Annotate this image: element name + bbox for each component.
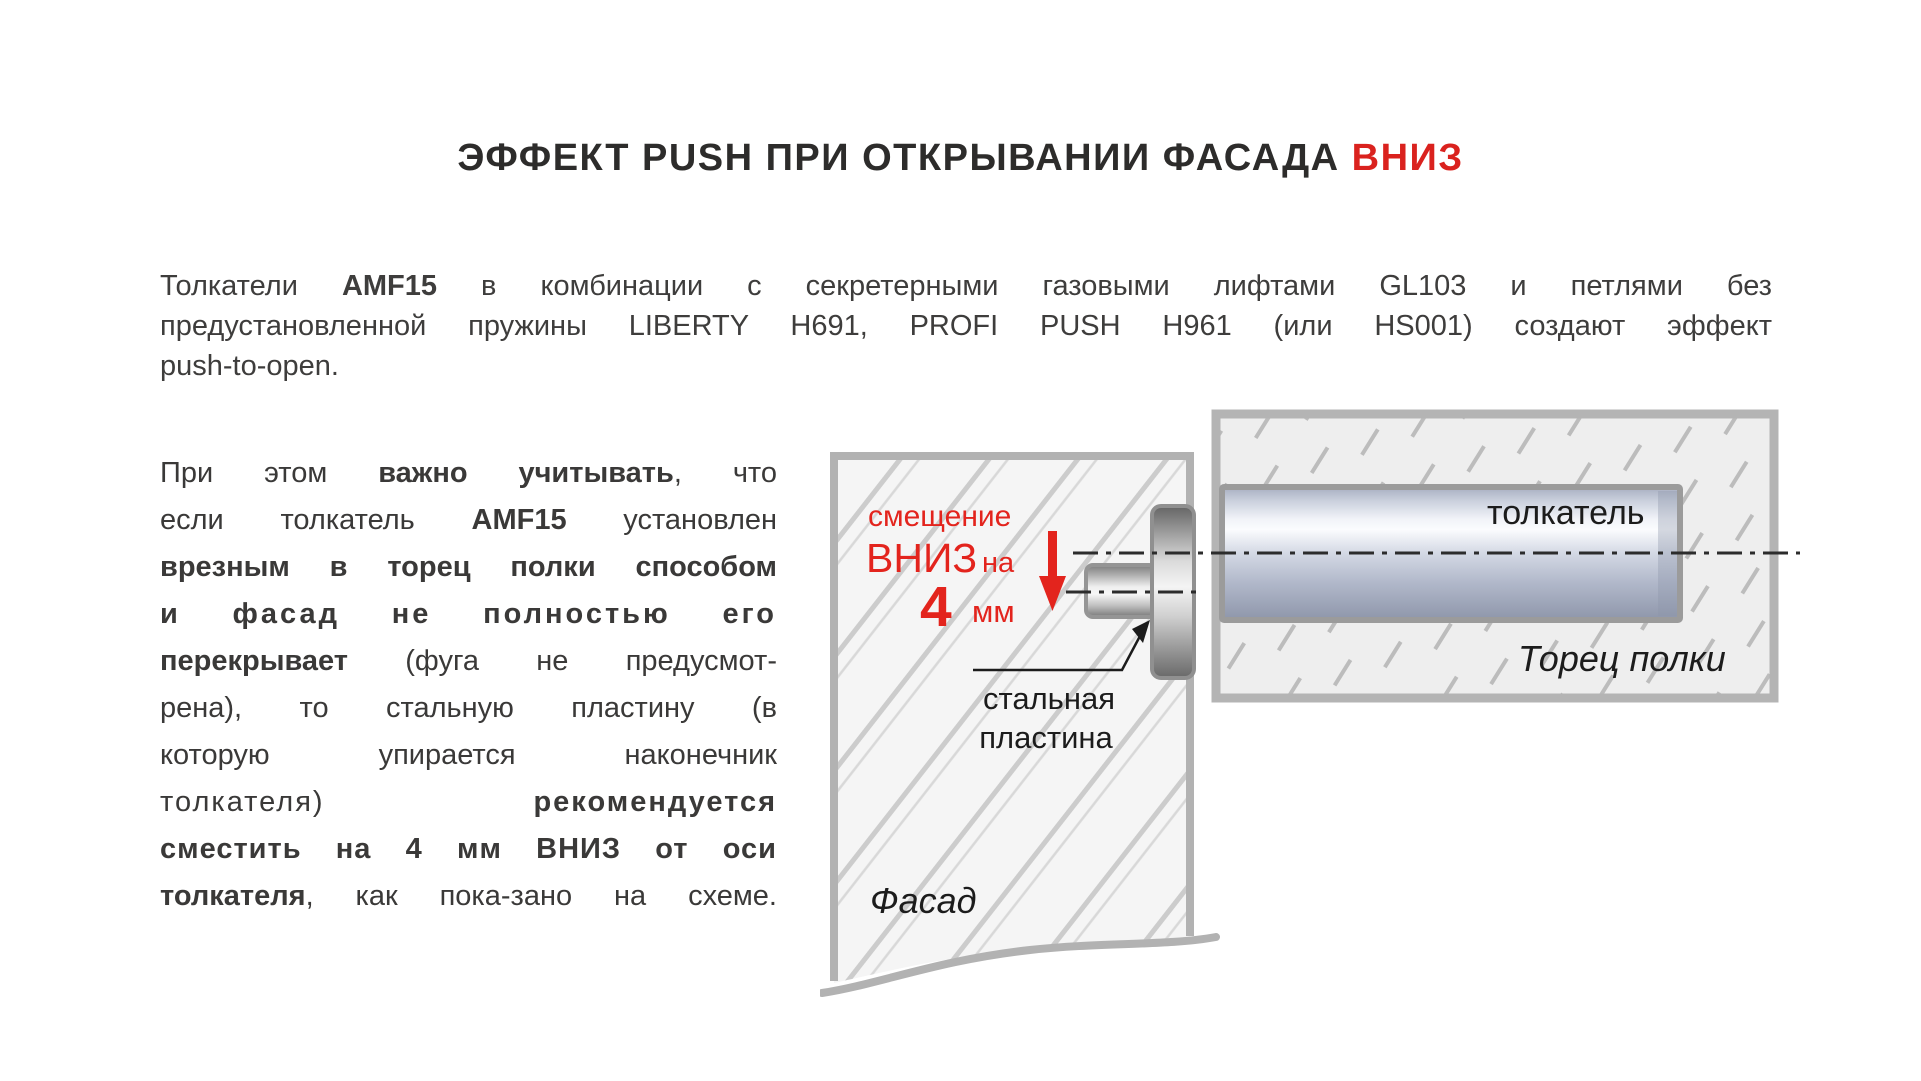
- text-line: если толкатель AMF15 установлен: [160, 504, 778, 536]
- page-title-main: ЭФФЕКТ PUSH ПРИ ОТКРЫВАНИИ ФАСАДА: [457, 137, 1352, 179]
- text-line: перекрывает (фуга не предусмот-: [160, 645, 777, 677]
- text-line: врезным в торец полки способом: [160, 551, 777, 583]
- steel-plate-label-line1: стальная: [983, 681, 1115, 716]
- offset-arrow-shaft: [1048, 531, 1057, 578]
- offset-value-number: 4: [920, 575, 952, 639]
- offset-word-label: смещение: [868, 500, 1012, 533]
- text-line: сместить на 4 мм ВНИЗ от оси: [160, 833, 777, 865]
- text-line: При этом важно учитывать, что: [160, 457, 778, 489]
- text-line: предустановленной пружины LIBERTY H691, PROFI PUSH H961 (или HS001) создают эффект: [160, 310, 1772, 342]
- offset-unit-text: мм: [972, 594, 1015, 629]
- text-line: Толкатели AMF15 в комбинации с секретерными газовыми лифтами GL103 и петлями без: [160, 270, 1772, 302]
- text-line: и фасад не полностью его: [160, 598, 777, 630]
- text-line: push-to-open.: [160, 350, 339, 382]
- page-title-highlight: ВНИЗ: [1351, 137, 1464, 179]
- text-line: толкателя) рекомендуется: [160, 786, 777, 818]
- shelf-label: Торец полки: [1518, 638, 1726, 679]
- page-title: [0, 137, 1921, 180]
- diagram: [820, 395, 1830, 1035]
- offset-prep-text: на: [982, 547, 1015, 579]
- steel-plate-label-line2: пластина: [979, 720, 1113, 755]
- text-line: рена), то стальную пластину (в: [160, 692, 777, 724]
- note-paragraph: [160, 450, 777, 920]
- facade-label: Фасад: [870, 880, 977, 921]
- offset-dir-text: ВНИЗ: [866, 535, 978, 581]
- intro-paragraph: [160, 266, 1772, 386]
- text-line: которую упирается наконечник: [160, 739, 777, 771]
- pusher-label: толкатель: [1487, 494, 1645, 532]
- text-line: толкателя, как пока-зано на схеме.: [160, 880, 777, 912]
